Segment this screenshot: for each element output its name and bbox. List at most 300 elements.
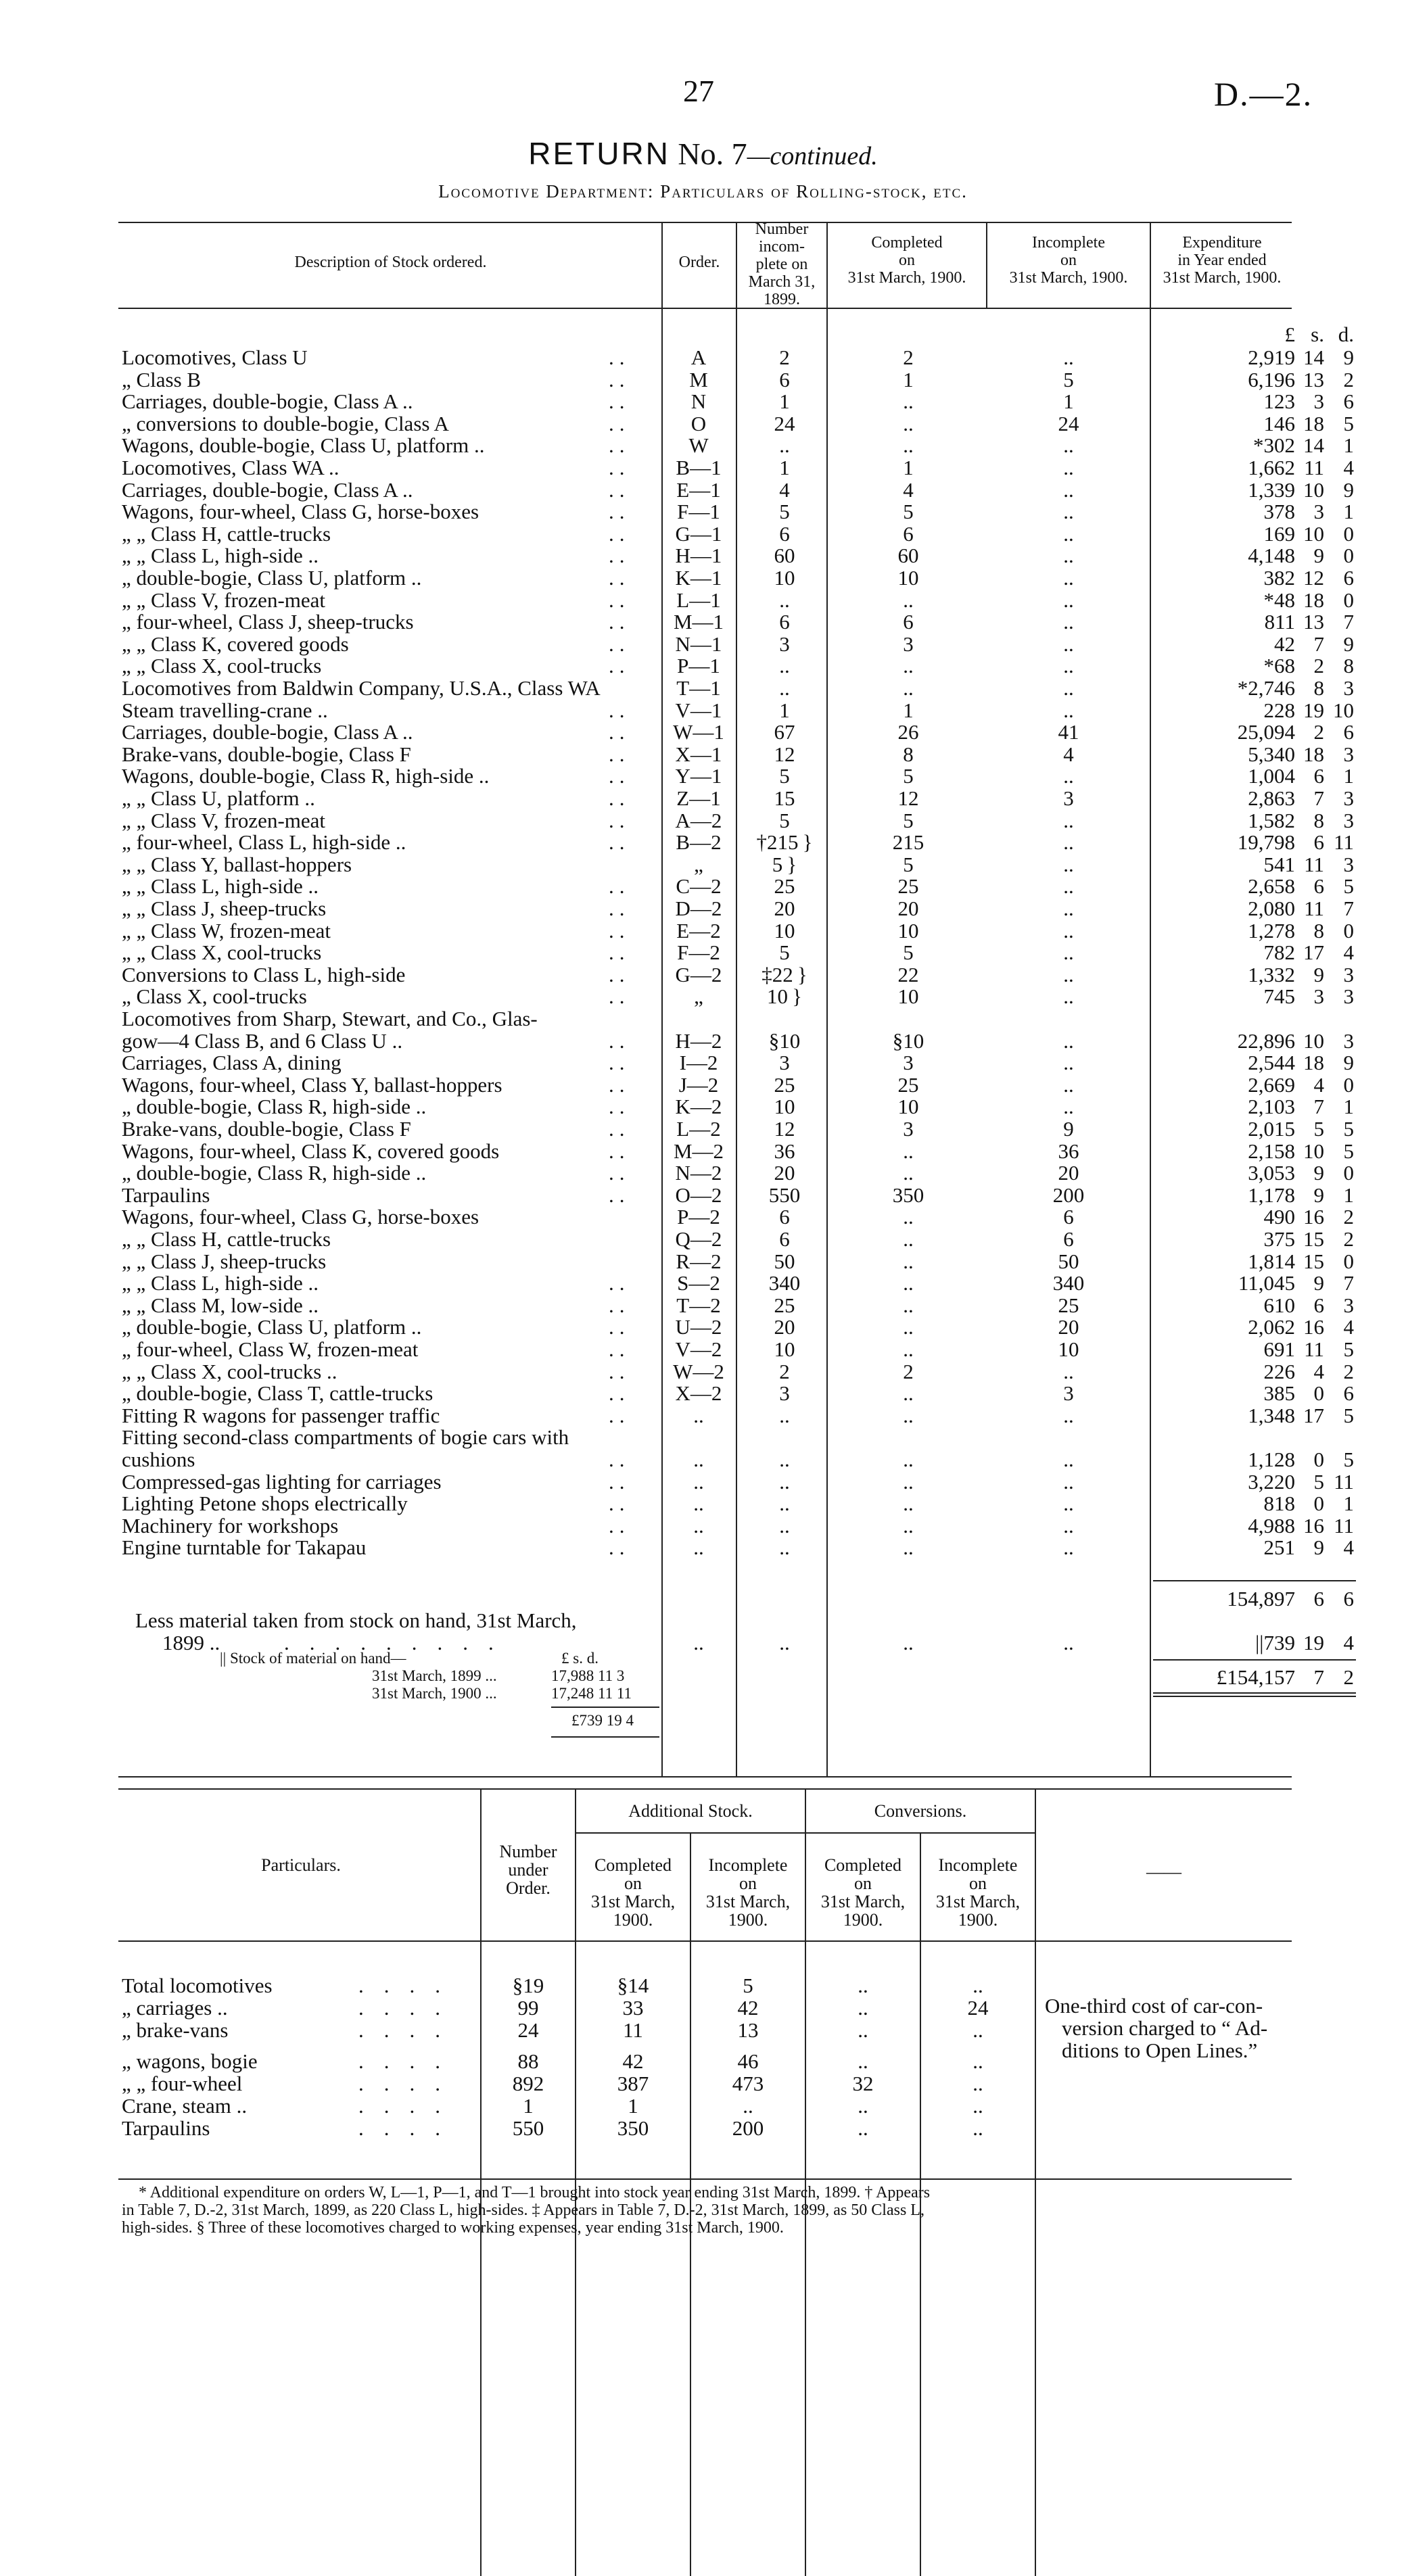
dot-leader: ..	[609, 654, 630, 678]
dot-leader: ..	[609, 830, 630, 855]
stock-note-rule	[551, 1736, 659, 1738]
summary-conv-completed: ..	[858, 1996, 868, 2020]
row-order: G—2	[675, 962, 722, 986]
row-number-incomplete-1899: 2	[779, 1359, 790, 1383]
table-row	[0, 1492, 1406, 1514]
row-pence: 5	[1343, 1117, 1354, 1141]
summary-divider	[480, 1788, 482, 2576]
summary-add-incomplete: 473	[732, 2072, 764, 2095]
row-pounds: 5,340	[1248, 742, 1295, 766]
row-order: „	[694, 852, 703, 876]
row-number-incomplete-1899: 15	[774, 786, 795, 810]
row-number-incomplete-1899: 4	[779, 477, 790, 502]
row-completed: ..	[903, 1403, 914, 1427]
row-number-incomplete-1899: 2	[779, 345, 790, 369]
row-order: A	[690, 345, 707, 369]
summary-remark-line: version charged to “ Ad-	[1062, 2016, 1268, 2040]
row-pounds: *48	[1263, 588, 1295, 612]
row-order: W—1	[673, 720, 724, 744]
row-description: Wagons, four-wheel, Class G, horse-boxes	[122, 500, 479, 524]
row-number-incomplete-1899: 6	[779, 1205, 790, 1229]
parliamentary-reference: D.—2.	[1214, 75, 1313, 113]
summary-header-particulars: Particulars.	[261, 1855, 341, 1875]
row-pence: 3	[1343, 808, 1354, 832]
row-description: Brake-vans, double-bogie, Class F	[122, 742, 411, 766]
row-incomplete: ..	[1063, 1492, 1074, 1516]
row-completed: ..	[903, 1271, 914, 1295]
row-number-incomplete-1899: 25	[774, 1293, 795, 1317]
summary-label: „ wagons, bogie	[122, 2049, 258, 2073]
row-incomplete: 20	[1058, 1161, 1079, 1185]
row-description: „ four-wheel, Class L, high-side ..	[122, 830, 406, 855]
row-pounds: 25,094	[1237, 720, 1295, 744]
dot-leader: ..	[609, 1513, 630, 1537]
row-completed: 5	[903, 500, 914, 524]
row-pounds: 2,544	[1248, 1051, 1295, 1075]
row-number-incomplete-1899: 60	[774, 544, 795, 568]
dot-leader: ..	[609, 918, 630, 943]
row-incomplete: ..	[1063, 1513, 1074, 1537]
summary-header-conv-incomplete: Incomplete on 31st March, 1900.	[935, 1855, 1021, 1930]
row-pence: 11	[1334, 830, 1354, 855]
dot-leader: ..	[609, 698, 630, 722]
row-number-incomplete-1899: 5	[779, 808, 790, 832]
grand-total-pounds: £154,157	[1216, 1665, 1295, 1689]
summary-add-completed: §14	[617, 1974, 649, 1997]
row-pounds: 385	[1263, 1381, 1295, 1406]
row-number-incomplete-1899: ..	[779, 1535, 790, 1560]
row-incomplete: ..	[1063, 962, 1074, 986]
summary-number: 88	[517, 2049, 539, 2073]
row-pounds: 3,053	[1248, 1161, 1295, 1185]
row-order: N	[690, 389, 707, 414]
table-row	[0, 1471, 1406, 1493]
row-pence: 1	[1343, 764, 1354, 788]
table-row	[0, 1184, 1406, 1206]
row-completed: ..	[903, 1337, 914, 1361]
row-pence: 1	[1343, 500, 1354, 524]
row-number-incomplete-1899: 5	[779, 940, 790, 965]
table-row	[0, 1140, 1406, 1162]
row-description: Tarpaulins	[122, 1183, 210, 1207]
row-completed: 3	[903, 1051, 914, 1075]
dot-leader: ..	[609, 500, 630, 524]
row-number-incomplete-1899: ..	[779, 676, 790, 700]
table-row	[0, 346, 1406, 368]
summary-conv-completed: ..	[858, 2094, 868, 2118]
summary-header-add-incomplete: Incomplete on 31st March, 1900.	[705, 1855, 791, 1930]
title-number: No. 7	[678, 137, 747, 171]
table-row	[0, 611, 1406, 633]
row-order: M—2	[673, 1139, 724, 1163]
summary-header-rule	[118, 1940, 1292, 1942]
row-number-incomplete-1899: ..	[779, 654, 790, 678]
row-completed: ..	[903, 1205, 914, 1229]
row-shillings: 18	[1303, 588, 1324, 612]
row-completed: ..	[903, 433, 914, 458]
row-pence: 11	[1334, 1469, 1354, 1494]
table-row	[0, 1228, 1406, 1250]
row-pence: 11	[1334, 1513, 1354, 1537]
header-number: Number incom- plete on March 31, 1899.	[748, 220, 816, 308]
row-number-incomplete-1899: 24	[774, 411, 795, 435]
row-incomplete: ..	[1063, 521, 1074, 546]
row-shillings: 3	[1313, 389, 1324, 414]
table-row	[0, 544, 1406, 567]
row-completed: ..	[903, 676, 914, 700]
row-pounds: 691	[1263, 1337, 1295, 1361]
row-description: Locomotives from Sharp, Stewart, and Co., Glas-	[122, 1007, 538, 1030]
row-completed: 1	[903, 456, 914, 479]
dot-leader: ....	[358, 2094, 461, 2118]
row-pence: 6	[1343, 389, 1354, 414]
table-row	[0, 500, 1406, 523]
row-pence: 4	[1343, 456, 1354, 479]
table-row	[0, 1206, 1406, 1228]
row-incomplete: ..	[1063, 345, 1074, 369]
table-row	[0, 1030, 1406, 1052]
row-shillings: 2	[1313, 720, 1324, 744]
row-pence: 0	[1343, 1072, 1354, 1097]
row-incomplete: ..	[1063, 1469, 1074, 1494]
row-pence: 1	[1343, 1183, 1354, 1207]
row-pounds: 1,128	[1248, 1448, 1295, 1471]
row-shillings: 7	[1313, 631, 1324, 656]
dot-leader: ..	[609, 1117, 630, 1141]
table-row	[0, 1536, 1406, 1558]
dot-leader: ..	[609, 389, 630, 414]
row-pounds: 2,919	[1248, 345, 1295, 369]
row-pounds: 4,148	[1248, 544, 1295, 568]
row-shillings: 19	[1303, 698, 1324, 722]
table-row	[0, 809, 1406, 832]
row-pounds: 228	[1263, 698, 1295, 722]
row-order: S—2	[677, 1271, 720, 1295]
row-completed: 12	[897, 786, 919, 810]
row-number-incomplete-1899: 1	[779, 456, 790, 479]
table-row	[0, 897, 1406, 920]
row-description: „ „ Class V, frozen-meat	[122, 808, 326, 832]
row-pence: 5	[1343, 874, 1354, 899]
dot-leader: ..	[609, 984, 630, 1009]
less-pence: 4	[1343, 1631, 1354, 1654]
less-order: ..	[693, 1631, 704, 1654]
grand-total-rule	[1153, 1659, 1356, 1661]
row-pounds: 811	[1264, 610, 1295, 634]
table-header-bottom-rule	[118, 308, 1292, 309]
row-incomplete: ..	[1063, 852, 1074, 876]
dot-leader: ..	[609, 1535, 630, 1560]
row-pounds: 3,220	[1248, 1469, 1295, 1494]
row-shillings: 15	[1303, 1249, 1324, 1273]
row-shillings: 3	[1313, 984, 1324, 1009]
page-subtitle: Locomotive Department: Particulars of Rolling-stock, etc.	[438, 181, 968, 201]
row-description: Machinery for workshops	[122, 1513, 339, 1537]
row-order: ..	[693, 1513, 704, 1537]
row-shillings: 0	[1313, 1448, 1324, 1471]
row-order: T—1	[676, 676, 721, 700]
row-completed: 6	[903, 610, 914, 634]
table-row	[0, 1294, 1406, 1316]
row-order: E—2	[676, 918, 721, 943]
row-completed: 6	[903, 521, 914, 546]
summary-add-incomplete: 5	[743, 1974, 753, 1997]
row-shillings: 6	[1313, 874, 1324, 899]
summary-number: 550	[512, 2116, 544, 2140]
row-incomplete: 9	[1063, 1117, 1074, 1141]
row-incomplete: 340	[1052, 1271, 1085, 1295]
row-number-incomplete-1899: 12	[774, 1117, 795, 1141]
row-description: Locomotives, Class U	[122, 345, 308, 369]
row-completed: ..	[903, 1227, 914, 1251]
row-shillings: 9	[1313, 1535, 1324, 1560]
row-number-incomplete-1899: ‡22 }	[761, 962, 807, 986]
row-completed: ..	[903, 1381, 914, 1406]
table-row	[0, 1360, 1406, 1383]
summary-number: 892	[512, 2072, 544, 2095]
row-pence: 9	[1343, 477, 1354, 502]
row-order: X—1	[675, 742, 722, 766]
row-description: Wagons, four-wheel, Class K, covered goods	[122, 1139, 500, 1163]
table-row	[0, 765, 1406, 787]
row-incomplete: 20	[1058, 1315, 1079, 1339]
row-pence: 9	[1343, 1051, 1354, 1075]
row-incomplete: 200	[1052, 1183, 1085, 1207]
row-pounds: 6,196	[1248, 367, 1295, 391]
row-pence: 3	[1343, 1293, 1354, 1317]
row-shillings: 3	[1313, 500, 1324, 524]
table-row	[0, 1051, 1406, 1074]
row-number-incomplete-1899: §10	[768, 1028, 801, 1053]
header-description: Description of Stock ordered.	[294, 254, 487, 271]
summary-add-completed: 350	[617, 2116, 649, 2140]
row-pence: 2	[1343, 1359, 1354, 1383]
row-pence: 7	[1343, 1271, 1354, 1295]
row-incomplete: ..	[1063, 1072, 1074, 1097]
row-number-incomplete-1899: 10	[774, 918, 795, 943]
row-order: M	[689, 367, 708, 391]
stock-note-rule	[551, 1707, 659, 1708]
currency-header-row	[0, 323, 1406, 345]
dot-leader: ..	[609, 1492, 630, 1516]
summary-header-remarks: ——	[1146, 1862, 1181, 1882]
row-shillings: 9	[1313, 544, 1324, 568]
row-pounds: 782	[1263, 940, 1295, 965]
row-number-incomplete-1899: 12	[774, 742, 795, 766]
summary-add-completed: 42	[622, 2049, 644, 2073]
summary-number: 1	[523, 2094, 534, 2118]
row-completed: 5	[903, 852, 914, 876]
table-row	[0, 677, 1406, 699]
summary-label: „ brake-vans	[122, 2018, 229, 2042]
row-description: „ „ Class V, frozen-meat	[122, 588, 326, 612]
stock-note-1899-label: 31st March, 1899 ...	[372, 1667, 497, 1684]
row-order: P—2	[677, 1205, 720, 1229]
row-order: ..	[693, 1535, 704, 1560]
table-row	[0, 412, 1406, 435]
row-pence: 2	[1343, 367, 1354, 391]
summary-add-incomplete: 46	[737, 2049, 759, 2073]
row-incomplete: ..	[1063, 940, 1074, 965]
row-shillings: 16	[1303, 1513, 1324, 1537]
row-order: ..	[693, 1448, 704, 1471]
summary-add-completed: 11	[623, 2018, 643, 2042]
row-incomplete: 41	[1058, 720, 1079, 744]
row-completed: ..	[903, 1249, 914, 1273]
dot-leader: ..	[609, 1293, 630, 1317]
title-return: RETURN	[528, 136, 670, 171]
dot-leader: ..	[609, 1448, 630, 1471]
subtotal-pence: 6	[1343, 1587, 1354, 1611]
table-top-rule	[118, 222, 1292, 223]
summary-add-completed: 33	[622, 1996, 644, 2020]
table-row	[0, 368, 1406, 391]
row-description: „ „ Class J, sheep-trucks	[122, 897, 327, 920]
summary-row	[0, 2117, 1406, 2139]
dot-leader: ..	[609, 521, 630, 546]
row-pounds: 4,988	[1248, 1513, 1295, 1537]
dot-leader: ..	[609, 1139, 630, 1163]
row-pence: 4	[1343, 1315, 1354, 1339]
row-pounds: 382	[1263, 566, 1295, 590]
row-completed: 26	[897, 720, 919, 744]
summary-label: Total locomotives	[122, 1974, 273, 1997]
row-completed: ..	[903, 1448, 914, 1471]
summary-conv-incomplete: 24	[967, 1996, 989, 2020]
row-completed: 5	[903, 808, 914, 832]
row-pounds: 1,814	[1248, 1249, 1295, 1273]
row-pounds: 2,103	[1248, 1095, 1295, 1119]
dot-leader: ..	[609, 1072, 630, 1097]
row-completed: 25	[897, 1072, 919, 1097]
row-number-incomplete-1899: 10	[774, 566, 795, 590]
row-shillings: 6	[1313, 830, 1324, 855]
row-incomplete: ..	[1063, 698, 1074, 722]
row-number-incomplete-1899: 550	[768, 1183, 801, 1207]
row-description: cushions	[122, 1448, 195, 1471]
row-completed: 2	[903, 1359, 914, 1383]
table-row	[0, 1250, 1406, 1272]
row-number-incomplete-1899: 6	[779, 521, 790, 546]
row-order: B—2	[676, 830, 722, 855]
row-pounds: 226	[1263, 1359, 1295, 1383]
dot-leader: ..	[609, 764, 630, 788]
grand-total-shillings: 7	[1313, 1665, 1324, 1689]
row-shillings: 10	[1303, 521, 1324, 546]
dot-leader: ..	[609, 367, 630, 391]
row-pence: 3	[1343, 786, 1354, 810]
row-completed: 20	[897, 897, 919, 920]
row-pounds: 610	[1263, 1293, 1295, 1317]
summary-conv-completed: 32	[852, 2072, 874, 2095]
row-description: „ „ Class X, cool-trucks ..	[122, 1359, 337, 1383]
less-label-2: 1899 ..	[162, 1631, 220, 1654]
row-incomplete: 24	[1058, 411, 1079, 435]
row-incomplete: ..	[1063, 654, 1074, 678]
summary-add-incomplete: 42	[737, 1996, 759, 2020]
currency-pence: d.	[1338, 323, 1354, 346]
row-pence: 9	[1343, 345, 1354, 369]
row-incomplete: 50	[1058, 1249, 1079, 1273]
row-description: Lighting Petone shops electrically	[122, 1492, 408, 1516]
row-description: „ double-bogie, Class U, platform ..	[122, 566, 422, 590]
row-description: „ „ Class M, low-side ..	[122, 1293, 319, 1317]
row-description: „ Class X, cool-trucks	[122, 984, 307, 1009]
dot-leader: ....	[358, 2018, 461, 2042]
row-shillings: 8	[1313, 808, 1324, 832]
row-completed: 5	[903, 764, 914, 788]
title-continued: —continued.	[747, 142, 878, 170]
row-incomplete: ..	[1063, 918, 1074, 943]
table-row	[0, 633, 1406, 655]
row-order: ..	[693, 1469, 704, 1494]
row-number-incomplete-1899: 25	[774, 1072, 795, 1097]
dot-leader: ....	[358, 2049, 461, 2073]
row-completed: 4	[903, 477, 914, 502]
row-completed: ..	[903, 1469, 914, 1494]
row-description: gow—4 Class B, and 6 Class U ..	[122, 1028, 403, 1053]
row-completed: 1	[903, 698, 914, 722]
row-pence: 3	[1343, 1028, 1354, 1053]
row-pounds: 169	[1263, 521, 1295, 546]
row-pence: 0	[1343, 544, 1354, 568]
dot-leader: ..	[609, 1095, 630, 1119]
summary-add-completed: 387	[617, 2072, 649, 2095]
table-row	[0, 1272, 1406, 1294]
row-completed: 10	[897, 918, 919, 943]
row-incomplete: ..	[1063, 984, 1074, 1009]
row-shillings: 6	[1313, 1293, 1324, 1317]
row-pence: 7	[1343, 897, 1354, 920]
dot-leader: ..	[609, 962, 630, 986]
row-description: Steam travelling-crane ..	[122, 698, 328, 722]
row-incomplete: 4	[1063, 742, 1074, 766]
row-number-incomplete-1899: 25	[774, 874, 795, 899]
row-shillings: 0	[1313, 1492, 1324, 1516]
row-shillings: 14	[1303, 345, 1324, 369]
row-shillings: 4	[1313, 1359, 1324, 1383]
row-pounds: 1,278	[1248, 918, 1295, 943]
row-pounds: 2,863	[1248, 786, 1295, 810]
row-description: Wagons, four-wheel, Class G, horse-boxes	[122, 1205, 479, 1229]
row-description: Carriages, double-bogie, Class A ..	[122, 720, 413, 744]
row-number-incomplete-1899: 6	[779, 1227, 790, 1251]
row-description: Wagons, double-bogie, Class U, platform ..	[122, 433, 485, 458]
table-row	[0, 1448, 1406, 1471]
row-incomplete: ..	[1063, 1403, 1074, 1427]
row-completed: 3	[903, 631, 914, 656]
row-order: L—1	[676, 588, 721, 612]
row-description: Compressed-gas lighting for carriages	[122, 1469, 442, 1494]
row-order: F—2	[677, 940, 720, 965]
grand-total-double-rule	[1153, 1696, 1356, 1697]
row-pounds: 2,080	[1248, 897, 1295, 920]
row-description: „ „ Class X, cool-trucks	[122, 940, 322, 965]
row-order: J—2	[678, 1072, 719, 1097]
row-description: „ „ Class L, high-side ..	[122, 874, 319, 899]
table-row	[0, 654, 1406, 677]
row-shillings: 11	[1304, 897, 1324, 920]
table-row	[0, 1095, 1406, 1118]
summary-conv-completed: ..	[858, 2049, 868, 2073]
table-row	[0, 1162, 1406, 1184]
row-incomplete: ..	[1063, 676, 1074, 700]
row-pounds: 2,062	[1248, 1315, 1295, 1339]
row-completed: 10	[897, 984, 919, 1009]
row-completed: ..	[903, 588, 914, 612]
dot-leader: ..	[609, 874, 630, 899]
subtotal-shillings: 6	[1313, 1587, 1324, 1611]
